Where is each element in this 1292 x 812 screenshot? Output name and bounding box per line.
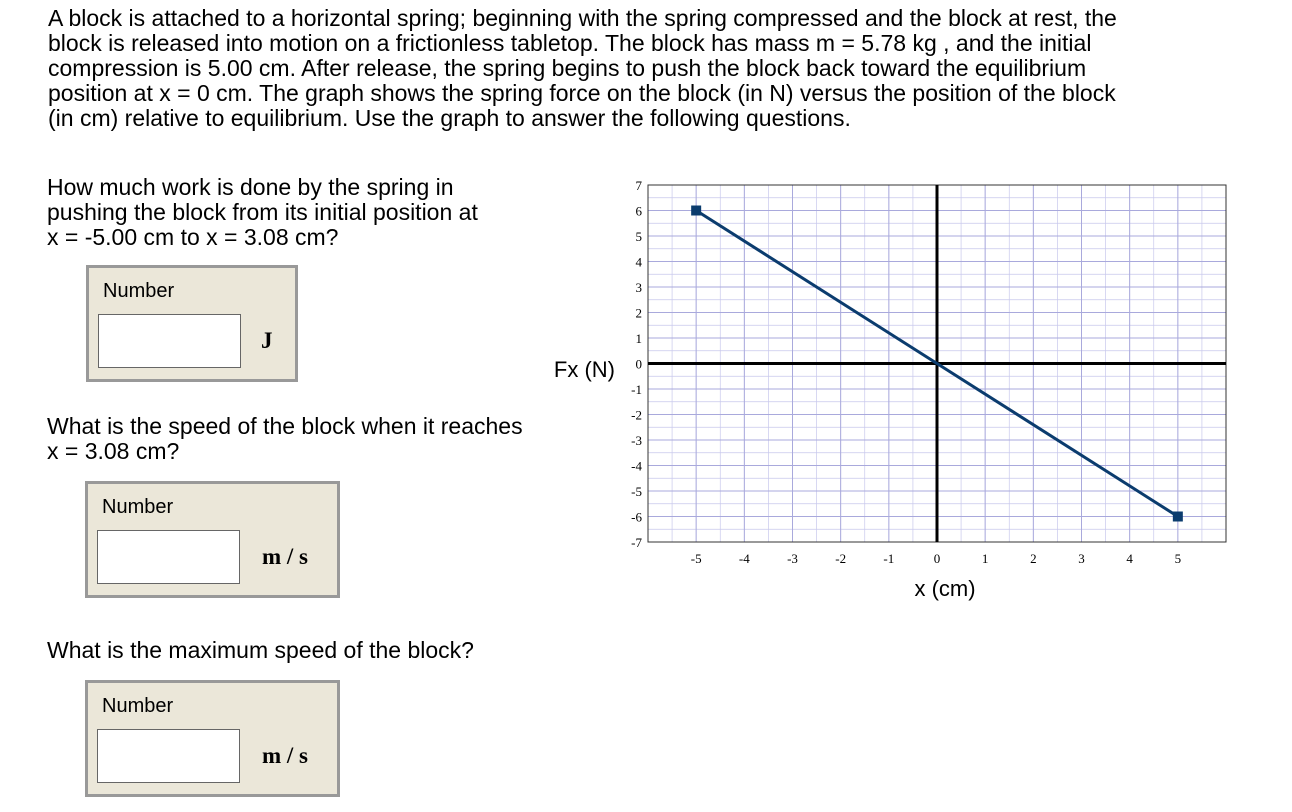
y-tick-label: 5 <box>635 229 642 244</box>
answer-2-label: Number <box>102 496 174 518</box>
y-tick-label: 4 <box>635 254 642 270</box>
x-tick-label: -3 <box>787 551 798 566</box>
answer-3-unit: m / s <box>262 743 308 768</box>
data-point-marker <box>1173 512 1183 522</box>
problem-line-2: block is released into motion on a frictionless tabletop. The block has mass m = 5.78 kg , and the initial <box>48 30 1092 56</box>
question-1-line-3: x = -5.00 cm to x = 3.08 cm? <box>47 224 339 250</box>
x-tick-label: 0 <box>933 551 941 566</box>
y-tick-label: -1 <box>631 382 642 397</box>
y-tick-label: -7 <box>631 535 642 550</box>
y-axis-label: Fx (N) <box>553 357 615 382</box>
data-point-marker <box>691 206 701 216</box>
question-2-line-2: x = 3.08 cm? <box>47 438 180 464</box>
x-tick-label: 5 <box>1174 551 1182 566</box>
problem-line-3: compression is 5.00 cm. After release, the spring begins to push the block back toward the equilibrium <box>48 55 1087 81</box>
problem-line-1: A block is attached to a horizontal spring; beginning with the spring compressed and the block at rest, the <box>48 5 1117 31</box>
answer-2-unit: m / s <box>262 544 308 569</box>
x-tick-label: -2 <box>835 551 847 566</box>
x-tick-label: -4 <box>738 551 750 566</box>
y-tick-label: 1 <box>635 331 642 346</box>
answer-1-unit: J <box>261 328 273 353</box>
question-3-line-1: What is the maximum speed of the block? <box>47 637 474 663</box>
x-tick-label: -5 <box>690 551 702 566</box>
x-tick-label: 4 <box>1126 551 1133 566</box>
x-tick-label: 1 <box>981 551 989 566</box>
question-1-line-2: pushing the block from its initial position at <box>47 199 478 225</box>
y-tick-label: 6 <box>635 203 642 219</box>
problem-line-5: (in cm) relative to equilibrium. Use the graph to answer the following questions. <box>48 105 851 131</box>
y-tick-label: -4 <box>631 458 642 474</box>
answer-1-label: Number <box>103 280 175 302</box>
y-tick-label: 2 <box>635 305 642 321</box>
answer-3-label: Number <box>102 695 174 717</box>
x-axis-label: x (cm) <box>914 576 976 601</box>
question-1-line-1: How much work is done by the spring in <box>47 174 454 200</box>
y-tick-label: 0 <box>635 356 642 372</box>
x-tick-label: 2 <box>1030 551 1037 566</box>
question-2-line-1: What is the speed of the block when it reaches <box>47 413 523 439</box>
y-tick-label: -2 <box>631 407 642 423</box>
y-tick-label: 3 <box>635 280 642 295</box>
x-tick-label: 3 <box>1078 551 1085 566</box>
problem-line-4: position at x = 0 cm. The graph shows the spring force on the block (in N) versus the position of the block <box>48 80 1116 106</box>
y-tick-label: -3 <box>631 433 642 448</box>
x-tick-label: -1 <box>883 551 895 566</box>
y-tick-label: -5 <box>631 484 642 499</box>
y-tick-label: 7 <box>635 178 642 193</box>
y-tick-label: -6 <box>631 509 642 525</box>
